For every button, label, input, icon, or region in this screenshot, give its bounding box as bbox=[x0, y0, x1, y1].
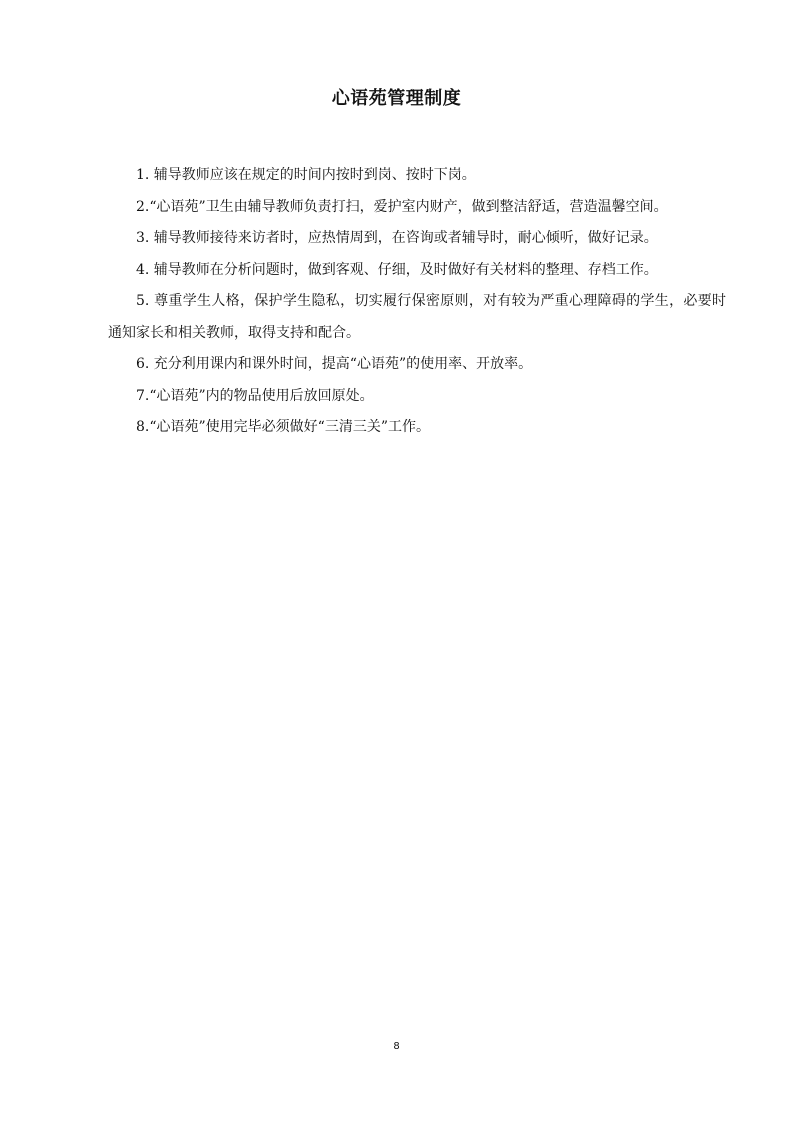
document-title: 心语苑管理制度 bbox=[331, 88, 462, 109]
rule-item-6: 6. 充分利用课内和课外时间，提高“心语苑”的使用率、开放率。 bbox=[136, 356, 533, 372]
rule-item-3: 3. 辅导教师接待来访者时，应热情周到，在咨询或者辅导时，耐心倾听，做好记录。 bbox=[136, 230, 658, 246]
rule-item-7: 7.“心语苑”内的物品使用后放回原处。 bbox=[136, 387, 374, 404]
rule-item-8: 8.“心语苑”使用完毕必须做好“三清三关”工作。 bbox=[136, 419, 430, 435]
rule-item-2: 2.“心语苑”卫生由辅导教师负责打扫，爱护室内财产，做到整洁舒适，营造温馨空间。 bbox=[136, 198, 668, 215]
rule-item-4: 4. 辅导教师在分析问题时，做到客观、仔细，及时做好有关材料的整理、存档工作。 bbox=[136, 261, 658, 278]
page-number: 8 bbox=[393, 1041, 400, 1052]
rules-list bbox=[108, 160, 726, 444]
rule-item-1: 1. 辅导教师应该在规定的时间内按时到岗、按时下岗。 bbox=[136, 167, 476, 183]
rule-item-5: 5. 尊重学生人格，保护学生隐私，切实履行保密原则，对有较为严重心理障碍的学生，必要时通知家长和相关教师，取得支持和配合。 bbox=[108, 293, 726, 341]
